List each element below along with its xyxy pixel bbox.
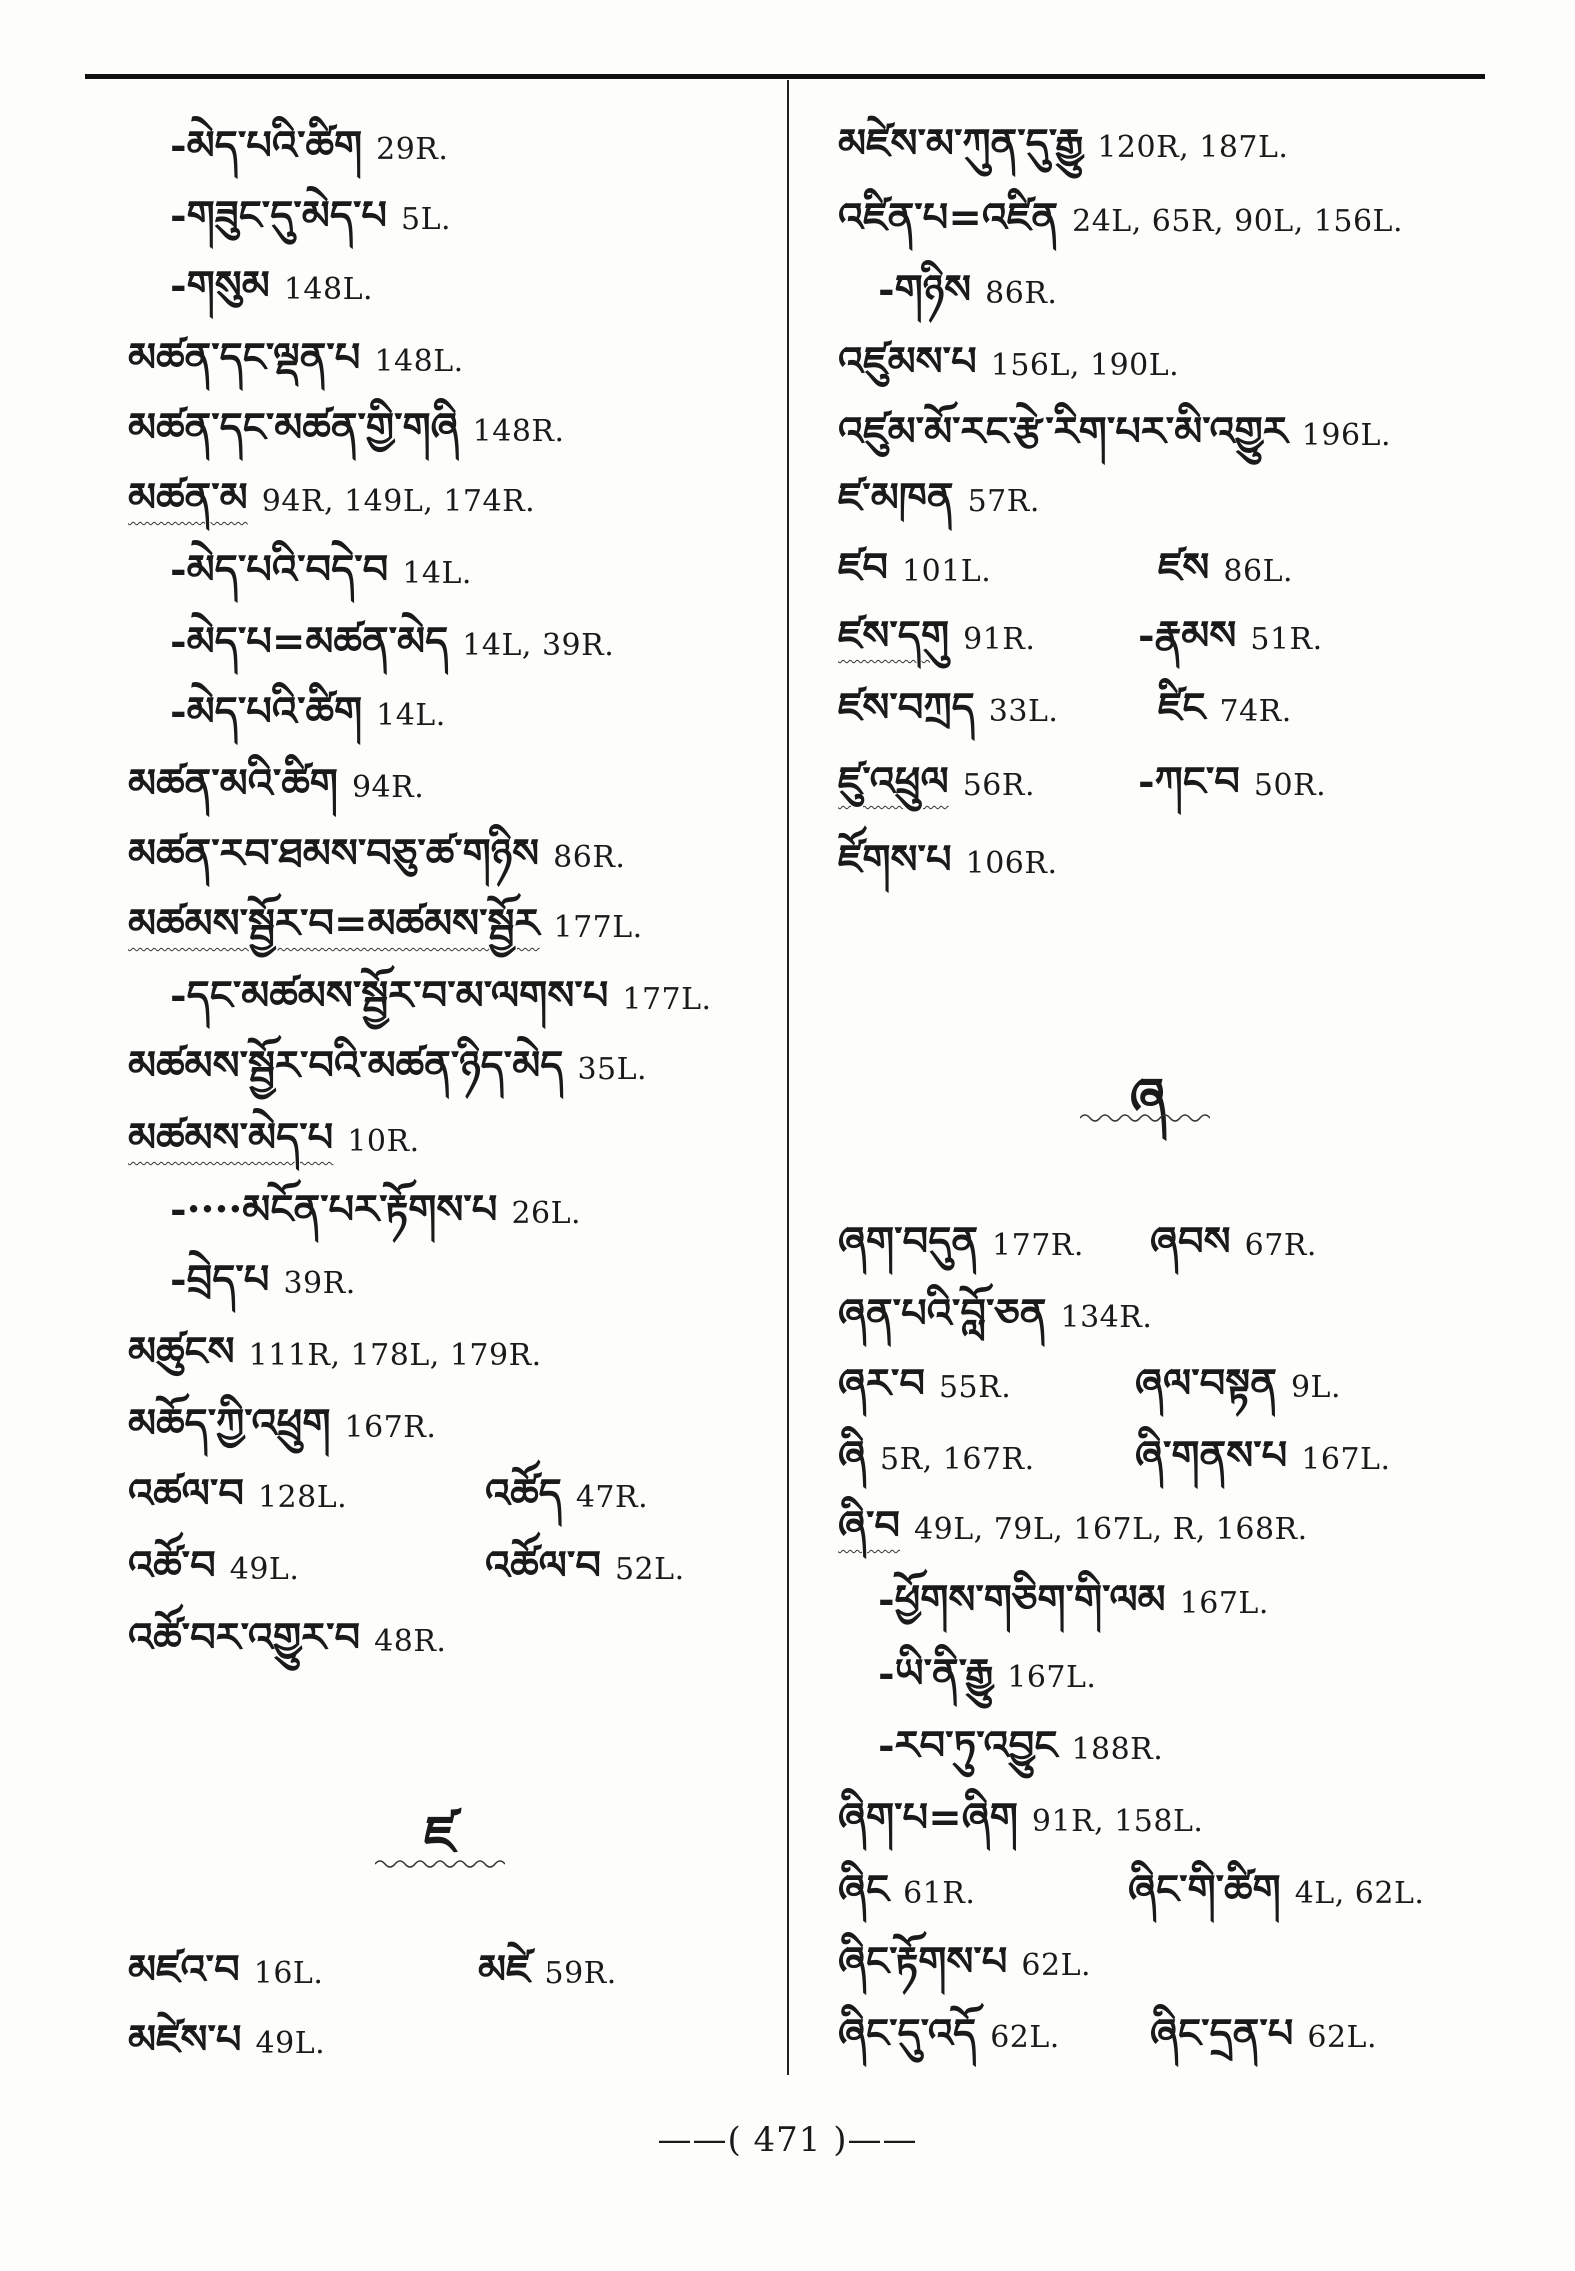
list-item: -དང་མཚམས་སྦྱོར་བ་མ་ལགས་པ 177L.: [170, 972, 712, 1019]
list-item: མཚམས་མེད་པ 10R.: [128, 1114, 420, 1161]
list-item: འཛུམ་མོ་རང་རྩེ་རིག་པར་མི་འགྱུར 196L.: [838, 408, 1391, 455]
list-item: ཞི་བ 49L, 79L, 167L, R, 168R.: [838, 1502, 1308, 1549]
list-item: -ཕྱོགས་གཅིག་གི་ལམ 167L.: [878, 1576, 1269, 1623]
list-item: འཚོ་བར་འགྱུར་བ 48R.: [128, 1614, 447, 1661]
list-item: -གཟུང་དུ་མེད་པ 5L.: [170, 192, 452, 239]
list-item: ཞག་བདུན 177R.: [838, 1218, 1084, 1265]
list-item: -····མངོན་པར་རྟོགས་པ 26L.: [170, 1186, 582, 1233]
list-item: -ཀང་བ 50R.: [1138, 758, 1327, 805]
list-item: ཛིང 74R.: [1158, 684, 1292, 731]
list-item: ཞིང་རྟོགས་པ 62L.: [838, 1938, 1092, 1985]
list-item: ཞན་པའི་བློ་ཅན 134R.: [838, 1290, 1153, 1337]
list-item: མཚན་དང་མཚན་གྱི་གཞི 148R.: [128, 404, 565, 451]
top-rule: [85, 74, 1485, 79]
section-squiggle: [1080, 1112, 1210, 1124]
list-item: འཚོལ་བ 52L.: [485, 1542, 685, 1589]
list-item: ཞབས 67R.: [1150, 1218, 1317, 1265]
list-item: མཚམས་སྦྱོར་བའི་མཚན་ཉིད་མེད 35L.: [128, 1042, 648, 1089]
list-item: -རབ་ཏུ་འབྱུང 188R.: [878, 1722, 1164, 1769]
list-item: མཚན་མའི་ཚིག 94R.: [128, 760, 425, 807]
section-heading: ཞ: [1129, 1067, 1167, 1128]
list-item: ཛབ 101L.: [838, 544, 992, 591]
list-item: -མེད་པའི་བདེ་བ 14L.: [170, 546, 472, 593]
list-item: ཞིང་དུ་འདོ 62L.: [838, 2010, 1060, 2057]
list-item: མཚན་རབ་ཐམས་བཅུ་ཚ་གཉིས 86R.: [128, 830, 626, 877]
list-item: ཞིང་གི་ཚིག 4L, 62L.: [1128, 1866, 1425, 1913]
page-number: ——( 471 )——: [657, 2120, 918, 2160]
column-divider: [787, 80, 789, 2075]
list-item: ཞིང 61R.: [838, 1866, 976, 1913]
list-item: འཛིན་པ=འཛིན 24L, 65R, 90L, 156L.: [838, 194, 1404, 241]
list-item: ཞར་བ 55R.: [838, 1360, 1012, 1407]
list-item: ཛ་མཁན 57R.: [838, 474, 1040, 521]
list-item: མཛེས་མ་ཀུན་དུ་རྒྱུ 120R, 187L.: [838, 120, 1289, 167]
list-item: འཛུམས་པ 156L, 190L.: [838, 338, 1180, 385]
list-item: འཚལ་བ 128L.: [128, 1470, 348, 1517]
list-item: -བྲེད་པ 39R.: [170, 1256, 356, 1303]
list-item: ཞིང་དྲན་པ 62L.: [1150, 2010, 1378, 2057]
list-item: མཚན་དང་ལྡན་པ 148L.: [128, 334, 464, 381]
list-item: ཞི་གནས་པ 167L.: [1135, 1432, 1391, 1479]
list-item: མཚམས་སྦྱོར་བ=མཚམས་སྦྱོར 177L.: [128, 900, 643, 947]
list-item: -རྣམས 51R.: [1138, 612, 1323, 659]
list-item: ཛས་དགུ 91R.: [838, 612, 1036, 659]
list-item: མཆོད་ཀྱི་འཕྲུག 167R.: [128, 1400, 437, 1447]
list-item: ཞལ་བསྟན 9L.: [1135, 1360, 1342, 1407]
list-item: མཛེས་པ 49L.: [128, 2016, 326, 2063]
list-item: ཛུ་འཕྲུལ 56R.: [838, 758, 1035, 805]
list-item: -མེད་པའི་ཚིག 29R.: [170, 122, 449, 169]
section-squiggle: [375, 1858, 505, 1870]
list-item: མཚུངས 111R, 178L, 179R.: [128, 1328, 542, 1375]
list-item: ཞི 5R, 167R.: [838, 1432, 1035, 1479]
section-heading: ཛ: [424, 1805, 456, 1866]
list-item: མཚན་མ 94R, 149L, 174R.: [128, 474, 536, 521]
list-item: -གཉིས 86R.: [878, 266, 1058, 313]
list-item: -གསུམ 148L.: [170, 262, 374, 309]
list-item: ཛོགས་པ 106R.: [838, 836, 1058, 883]
list-item: -མེད་པའི་ཚིག 14L.: [170, 688, 446, 735]
list-item: ཞིག་པ=ཞིག 91R, 158L.: [838, 1794, 1204, 1841]
list-item: ཛས་བཀྲད 33L.: [838, 684, 1059, 731]
list-item: འཚོ་བ 49L.: [128, 1542, 300, 1589]
list-item: མཛའ་བ 16L.: [128, 1946, 324, 1993]
list-item: མཛེ 59R.: [478, 1946, 617, 1993]
list-item: ཛས 86L.: [1158, 544, 1294, 591]
list-item: -མེད་པ=མཚན་མེད 14L, 39R.: [170, 618, 615, 665]
list-item: འཚོད 47R.: [485, 1470, 649, 1517]
list-item: -ཡི་ནི་རྒྱུ 167L.: [878, 1650, 1097, 1697]
